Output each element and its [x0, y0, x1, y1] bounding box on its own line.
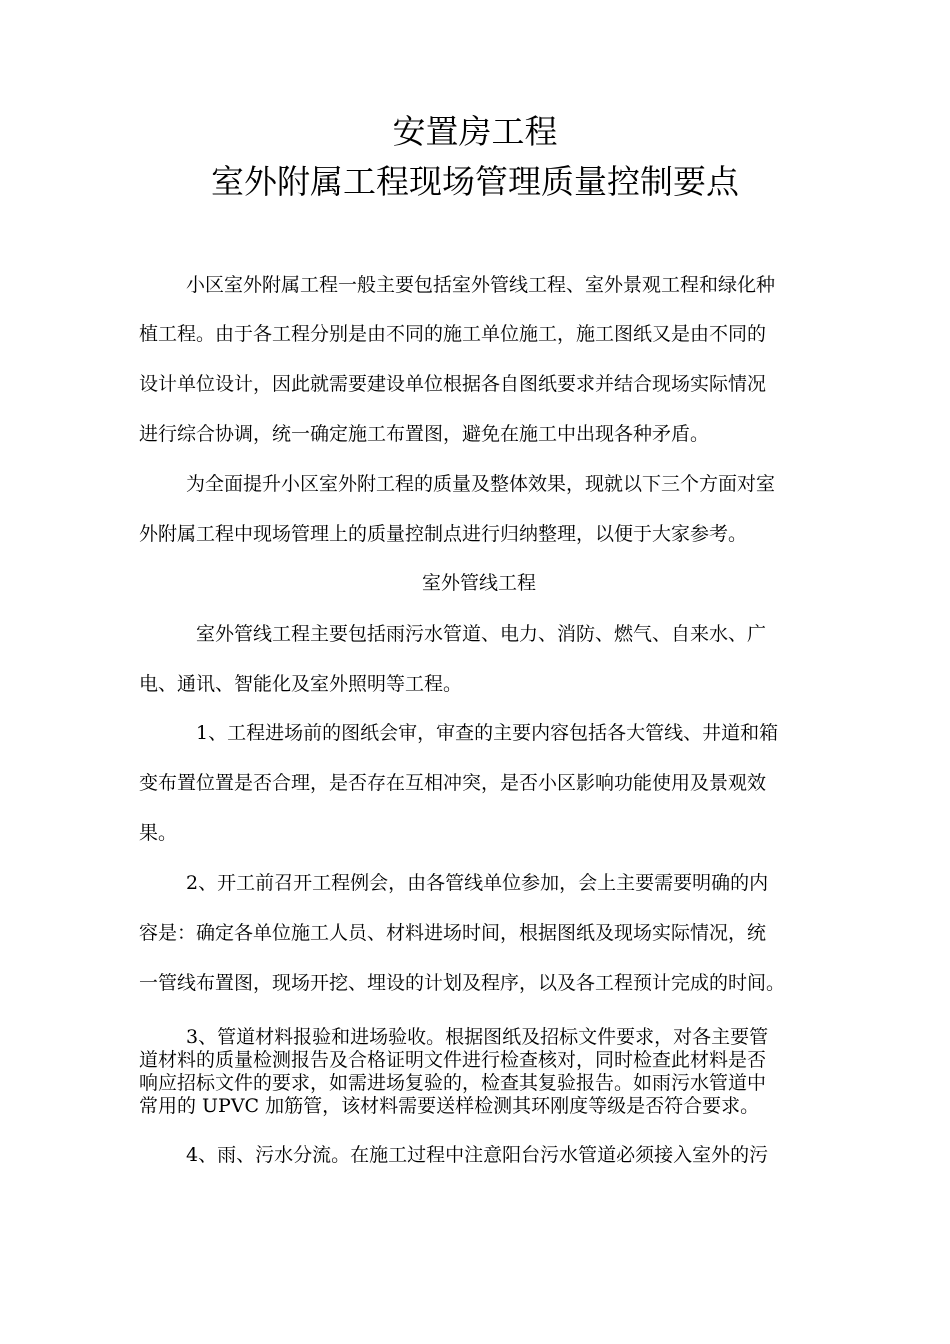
section-heading: 室外管线工程	[421, 572, 536, 594]
item-3-line: 道材料的质量检测报告及合格证明文件进行检查核对，同时检查此材料是否	[139, 1049, 767, 1071]
item-3-line: 常用的 UPVC 加筋管，该材料需要送样检测其环刚度等级是否符合要求。	[139, 1095, 760, 1117]
item-1-line: 1、工程进场前的图纸会审，审查的主要内容包括各大管线、井道和箱	[196, 722, 779, 744]
intro-line: 设计单位设计，因此就需要建设单位根据各自图纸要求并结合现场实际情况	[139, 373, 767, 395]
item-3-line: 响应招标文件的要求，如需进场复验的，检查其复验报告。如雨污水管道中	[139, 1072, 767, 1094]
document-title-line-2: 室外附属工程现场管理质量控制要点	[211, 162, 739, 201]
item-2-line: 容是：确定各单位施工人员、材料进场时间，根据图纸及现场实际情况，统	[139, 922, 767, 944]
section-intro-line: 室外管线工程主要包括雨污水管道、电力、消防、燃气、自来水、广	[196, 623, 767, 645]
item-4-line: 4、雨、污水分流。在施工过程中注意阳台污水管道必须接入室外的污	[186, 1144, 769, 1166]
item-2-line: 2、开工前召开工程例会，由各管线单位参加，会上主要需要明确的内	[186, 872, 769, 894]
document-title-line-1: 安置房工程	[392, 112, 558, 151]
item-1-line: 变布置位置是否合理，是否存在互相冲突，是否小区影响功能使用及景观效	[139, 772, 767, 794]
intro-line: 小区室外附属工程一般主要包括室外管线工程、室外景观工程和绿化种	[186, 274, 776, 296]
intro-line: 进行综合协调，统一确定施工布置图，避免在施工中出现各种矛盾。	[139, 423, 710, 445]
item-3-line: 3、管道材料报验和进场验收。根据图纸及招标文件要求，对各主要管	[186, 1026, 769, 1048]
purpose-line: 外附属工程中现场管理上的质量控制点进行归纳整理，以便于大家参考。	[139, 523, 748, 545]
intro-line: 植工程。由于各工程分别是由不同的施工单位施工，施工图纸又是由不同的	[139, 323, 767, 345]
item-1-line: 果。	[139, 822, 178, 844]
item-2-line: 一管线布置图，现场开挖、埋设的计划及程序，以及各工程预计完成的时间。	[139, 972, 786, 994]
section-intro-line: 电、通讯、智能化及室外照明等工程。	[139, 673, 463, 695]
purpose-line: 为全面提升小区室外附工程的质量及整体效果，现就以下三个方面对室	[186, 473, 776, 495]
